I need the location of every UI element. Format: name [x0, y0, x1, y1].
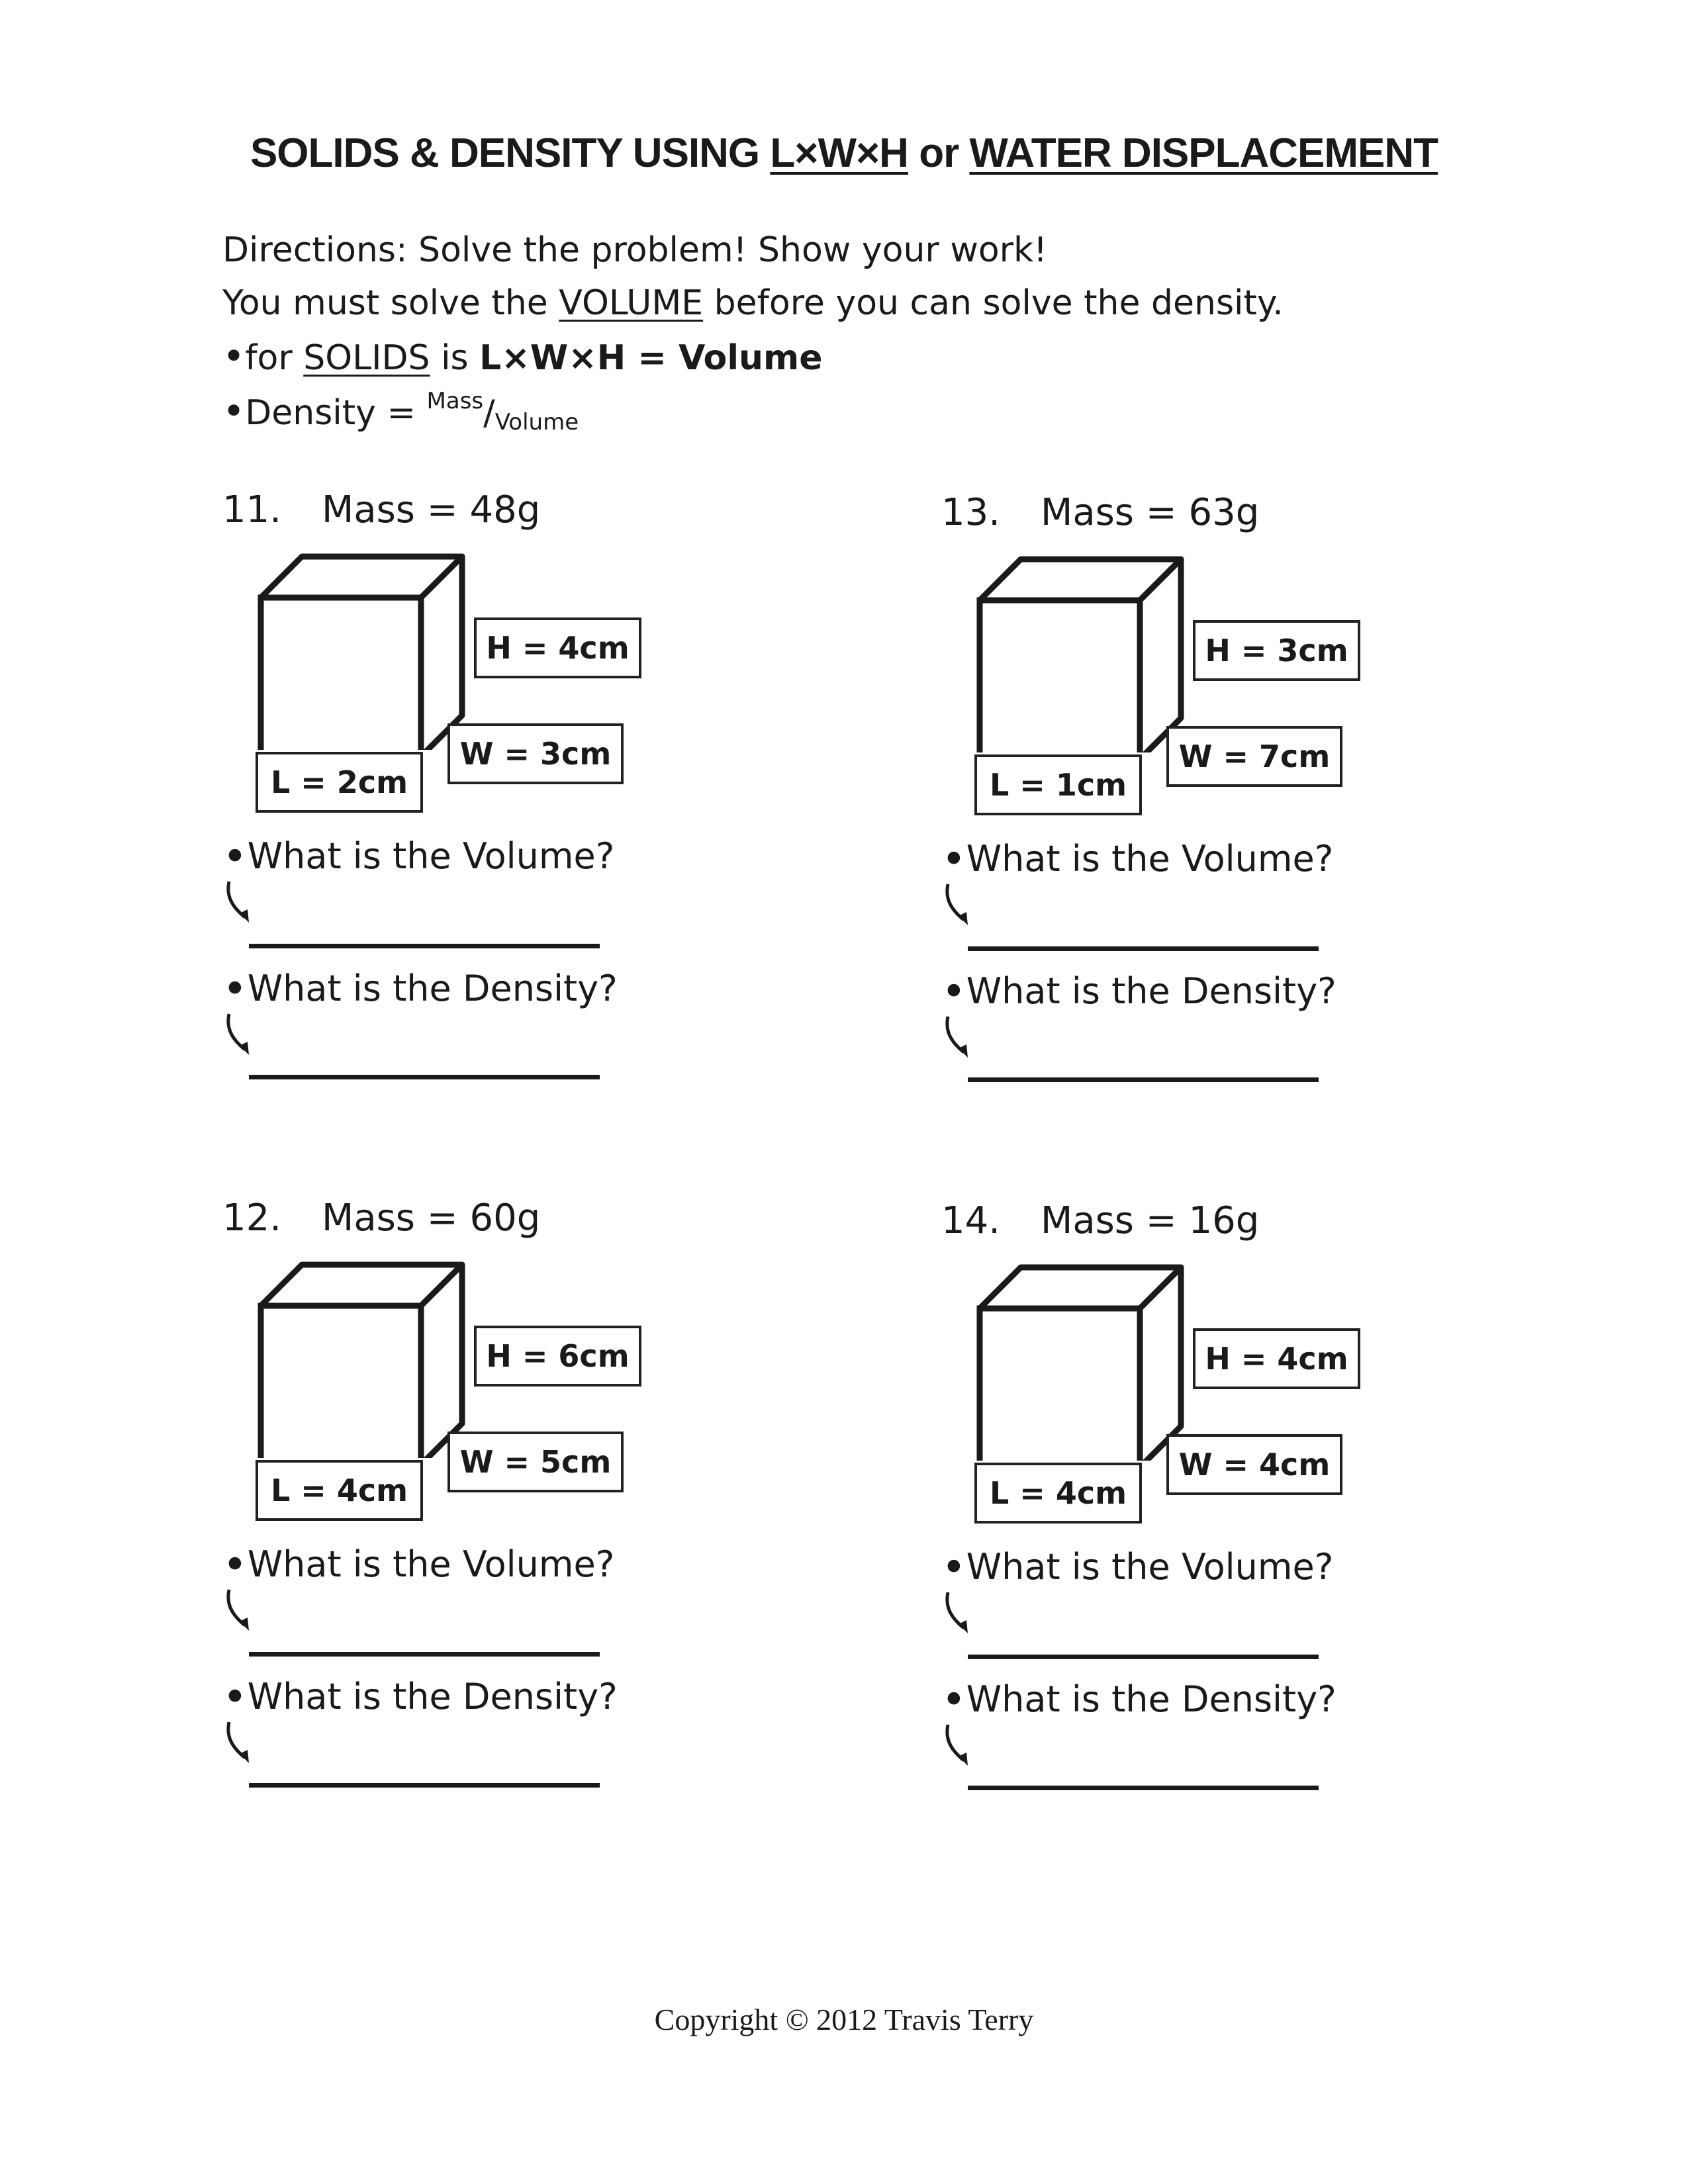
volume-answer-line[interactable] — [968, 946, 1319, 951]
problem-13 — [941, 491, 1484, 1087]
copyright-notice: Copyright © 2012 Travis Terry — [654, 2003, 1034, 2036]
height-label: H = 4cm — [474, 617, 641, 678]
height-label: H = 4cm — [1193, 1328, 1360, 1389]
directions-line-1: Directions: Solve the problem! Show your work! — [222, 230, 1047, 270]
bullet-icon: • — [941, 1543, 966, 1592]
density-question: •What is the Density? — [941, 968, 1336, 1017]
length-label: L = 1cm — [974, 754, 1142, 815]
bullet-icon: • — [941, 1676, 966, 1725]
volume-question: •What is the Volume? — [222, 833, 615, 882]
curved-arrow-icon — [944, 1590, 977, 1643]
density-answer-line[interactable] — [249, 1075, 600, 1079]
cube-front-face — [261, 598, 421, 750]
problem-header — [222, 1197, 540, 1240]
volume-answer-line[interactable] — [968, 1655, 1319, 1659]
volume-answer-line[interactable] — [249, 1652, 600, 1657]
cube-diagram — [256, 551, 474, 750]
problem-12 — [222, 1197, 765, 1792]
curved-arrow-icon — [225, 879, 258, 932]
length-label: L = 2cm — [256, 752, 423, 813]
bullet-icon: • — [222, 833, 248, 882]
directions-line-2: You must solve the VOLUME before you can solve the density. — [222, 283, 1284, 323]
density-question: •What is the Density? — [222, 965, 618, 1014]
directions-line-3: •for SOLIDS is L×W×H = Volume — [222, 334, 823, 379]
problem-header — [222, 488, 540, 531]
cube-front-face — [980, 600, 1140, 752]
problem-mass: Mass = 48g — [322, 488, 541, 531]
height-label: H = 6cm — [474, 1326, 641, 1387]
volume-answer-line[interactable] — [249, 944, 600, 948]
curved-arrow-icon — [225, 1719, 258, 1772]
problem-number: 13. — [941, 491, 1001, 534]
volume-question: •What is the Volume? — [941, 835, 1334, 884]
problem-header — [941, 491, 1259, 534]
curved-arrow-icon — [225, 1587, 258, 1640]
title-or: or — [908, 130, 970, 176]
curved-arrow-icon — [944, 882, 977, 934]
curved-arrow-icon — [944, 1722, 977, 1775]
density-answer-line[interactable] — [968, 1077, 1319, 1082]
bullet-icon: • — [222, 1541, 248, 1590]
title-water-displacement: WATER DISPLACEMENT — [969, 130, 1438, 176]
width-label: W = 7cm — [1166, 726, 1342, 787]
length-label: L = 4cm — [974, 1463, 1142, 1524]
problem-mass: Mass = 63g — [1041, 491, 1260, 534]
directions — [222, 224, 1284, 443]
density-answer-line[interactable] — [968, 1786, 1319, 1790]
curved-arrow-icon — [225, 1011, 258, 1064]
bullet-icon: • — [222, 1673, 248, 1722]
directions-line-4: •Density = $^{Mass}$/Volume — [222, 388, 579, 435]
problem-11 — [222, 488, 765, 1084]
volume-question: •What is the Volume? — [222, 1541, 615, 1590]
bullet-icon: • — [941, 835, 966, 884]
problem-number: 14. — [941, 1199, 1001, 1242]
volume-question: •What is the Volume? — [941, 1543, 1334, 1592]
density-answer-line[interactable] — [249, 1783, 600, 1788]
width-label: W = 5cm — [447, 1432, 624, 1492]
height-label: H = 3cm — [1193, 620, 1360, 681]
cube-front-face — [261, 1306, 421, 1458]
problem-mass: Mass = 16g — [1041, 1199, 1260, 1242]
cube-diagram — [974, 1262, 1193, 1461]
bullet-icon: • — [222, 388, 246, 433]
curved-arrow-icon — [944, 1014, 977, 1067]
problem-header — [941, 1199, 1259, 1242]
density-question: •What is the Density? — [941, 1676, 1336, 1725]
bullet-icon: • — [222, 334, 246, 379]
density-question: •What is the Density? — [222, 1673, 618, 1722]
problem-mass: Mass = 60g — [322, 1197, 541, 1240]
cube-diagram — [974, 554, 1193, 752]
width-label: W = 3cm — [447, 723, 624, 784]
title-text: SOLIDS & DENSITY USING — [250, 130, 771, 176]
cube-front-face — [980, 1308, 1140, 1461]
problem-14 — [941, 1199, 1484, 1795]
bullet-icon: • — [222, 965, 248, 1014]
cube-diagram — [256, 1259, 474, 1458]
page-title — [0, 130, 1688, 177]
bullet-icon: • — [941, 968, 966, 1017]
problem-number: 11. — [222, 488, 282, 531]
title-lwh: L×W×H — [770, 130, 908, 176]
length-label: L = 4cm — [256, 1460, 423, 1521]
width-label: W = 4cm — [1166, 1434, 1342, 1495]
problem-number: 12. — [222, 1197, 282, 1240]
